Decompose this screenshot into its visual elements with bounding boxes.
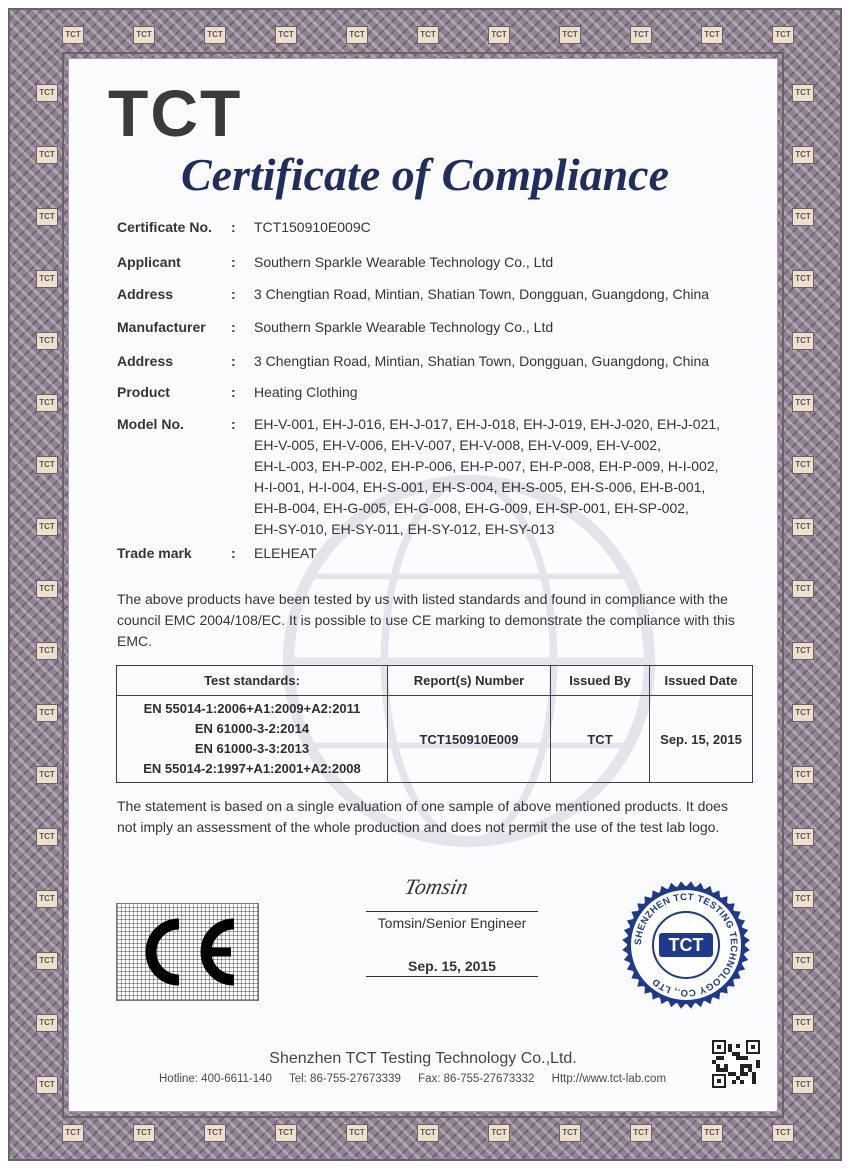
colon: :: [231, 254, 236, 270]
certificate-no-label: Certificate No.: [117, 219, 212, 235]
colon: :: [231, 286, 236, 302]
compliance-paragraph: [117, 589, 757, 652]
border-tile: TCT: [36, 270, 58, 288]
applicant-address-value: 3 Chengtian Road, Mintian, Shatian Town, Dongguan, Guangdong, China: [254, 286, 710, 302]
border-tile: TCT: [36, 952, 58, 970]
border-tile: TCT: [792, 1076, 814, 1094]
border-tile: TCT: [204, 26, 226, 44]
model-line: H-I-001, H-I-004, EH-S-001, EH-S-004, EH-S-005, EH-S-006, EH-B-001,: [254, 479, 706, 495]
date-rule: [366, 976, 538, 977]
border-tile: TCT: [792, 1014, 814, 1032]
certificate-no-value: TCT150910E009C: [254, 219, 371, 235]
border-tile: TCT: [36, 766, 58, 784]
border-tile: TCT: [559, 26, 581, 44]
certificate-title: Certificate of Compliance: [180, 149, 670, 200]
statement-paragraph: [117, 796, 757, 838]
colon: :: [231, 353, 236, 369]
colon: :: [231, 219, 236, 235]
standard-item: EN 55014-1:2006+A1:2009+A2:2011: [143, 701, 361, 716]
standard-item: EN 61000-3-2:2014: [194, 721, 310, 736]
border-tile: TCT: [36, 1014, 58, 1032]
border-tile: TCT: [772, 26, 794, 44]
border-tile: TCT: [772, 1124, 794, 1142]
report-number-cell: TCT150910E009: [388, 696, 551, 783]
model-line: EH-B-004, EH-G-005, EH-G-008, EH-G-009, EH-SP-001, EH-SP-002,: [254, 500, 689, 516]
ce-logo-icon: [117, 904, 258, 1000]
border-tile: TCT: [792, 84, 814, 102]
border-tile: TCT: [630, 26, 652, 44]
table-header-row: [117, 666, 753, 696]
border-tile: TCT: [36, 642, 58, 660]
header-issued-date: Issued Date: [650, 666, 753, 696]
border-tile: TCT: [792, 828, 814, 846]
footer-fax: Fax: 86-755-27673332: [418, 1073, 535, 1085]
border-tile: TCT: [488, 1124, 510, 1142]
border-tile: TCT: [36, 84, 58, 102]
colon: :: [231, 416, 236, 432]
signature-script: Tomsin: [402, 874, 471, 899]
border-tile: TCT: [792, 642, 814, 660]
border-tile: TCT: [792, 766, 814, 784]
border-tile: TCT: [133, 26, 155, 44]
header-report-number: Report(s) Number: [388, 666, 551, 696]
header-issued-by: Issued By: [551, 666, 650, 696]
border-tile: TCT: [792, 890, 814, 908]
colon: :: [231, 545, 236, 561]
company-seal: [621, 880, 751, 1010]
footer-hotline: Hotline: 400-6611-140: [159, 1073, 272, 1085]
border-tile: TCT: [559, 1124, 581, 1142]
manufacturer-label: Manufacturer: [117, 319, 206, 335]
border-tile: TCT: [701, 26, 723, 44]
border-tile: TCT: [630, 1124, 652, 1142]
border-tile: TCT: [36, 518, 58, 536]
colon: :: [231, 384, 236, 400]
product-label: Product: [117, 384, 170, 400]
trade-mark-value: ELEHEAT: [254, 545, 317, 561]
border-tile: TCT: [36, 890, 58, 908]
border-tile: TCT: [346, 1124, 368, 1142]
ce-mark: [116, 903, 259, 1001]
border-tile: TCT: [36, 1076, 58, 1094]
manufacturer-value: Southern Sparkle Wearable Technology Co., Ltd: [254, 319, 554, 335]
border-tile: TCT: [275, 1124, 297, 1142]
standards-table: [116, 665, 753, 783]
border-tile: TCT: [133, 1124, 155, 1142]
standards-cell: [117, 696, 388, 783]
product-value: Heating Clothing: [254, 384, 358, 400]
applicant-address-label: Address: [117, 286, 174, 302]
signer-title: Tomsin/Senior Engineer: [377, 915, 527, 931]
applicant-label: Applicant: [117, 254, 181, 270]
border-tile: TCT: [36, 332, 58, 350]
signature-rule: [366, 911, 538, 912]
standard-item: EN 61000-3-3:2013: [194, 741, 310, 756]
border-tile: TCT: [346, 26, 368, 44]
model-line: EH-V-001, EH-J-016, EH-J-017, EH-J-018, EH-J-019, EH-J-020, EH-J-021,: [254, 416, 721, 432]
border-tile: TCT: [36, 208, 58, 226]
header-test-standards: Test standards:: [117, 666, 388, 696]
border-tile: TCT: [417, 26, 439, 44]
border-tile: TCT: [792, 146, 814, 164]
border-tile: TCT: [701, 1124, 723, 1142]
model-no-label: Model No.: [117, 416, 184, 432]
border-tile: TCT: [792, 704, 814, 722]
statement-line: The statement is based on a single evaluation of one sample of above mentioned products. It does: [117, 798, 728, 814]
border-tile: TCT: [36, 456, 58, 474]
border-tile: TCT: [792, 208, 814, 226]
standard-item: EN 55014-2:1997+A1:2001+A2:2008: [143, 761, 361, 776]
border-tile: TCT: [275, 26, 297, 44]
tct-logo: TCT: [108, 76, 243, 150]
footer-tel: Tel: 86-755-27673339: [288, 1073, 401, 1085]
model-line: EH-L-003, EH-P-002, EH-P-006, EH-P-007, EH-P-008, EH-P-009, H-I-002,: [254, 458, 719, 474]
border-tile: TCT: [792, 952, 814, 970]
trade-mark-label: Trade mark: [117, 545, 192, 561]
statement-line: not imply an assessment of the whole production and does not permit the use of the test lab logo.: [117, 819, 720, 835]
border-tile: TCT: [792, 456, 814, 474]
model-line: EH-V-005, EH-V-006, EH-V-007, EH-V-008, EH-V-009, EH-V-002,: [254, 437, 661, 453]
qr-code: [712, 1040, 760, 1088]
table-row: [117, 696, 753, 783]
border-tile: TCT: [62, 1124, 84, 1142]
border-tile: TCT: [417, 1124, 439, 1142]
border-tile: TCT: [792, 394, 814, 412]
border-tile: TCT: [36, 704, 58, 722]
compliance-line: council EMC 2004/108/EC. It is possible to use CE marking to demonstrate the compliance with this: [117, 612, 735, 628]
border-tile: TCT: [792, 332, 814, 350]
manufacturer-address-value: 3 Chengtian Road, Mintian, Shatian Town, Dongguan, Guangdong, China: [254, 353, 710, 369]
signature-date: Sep. 15, 2015: [408, 958, 496, 974]
border-tile: TCT: [36, 828, 58, 846]
border-tile: TCT: [792, 270, 814, 288]
footer-company-name: Shenzhen TCT Testing Technology Co.,Ltd.: [269, 1050, 577, 1067]
issued-by-cell: TCT: [551, 696, 650, 783]
seal-ring-text: SHENZHEN TCT TESTING TECHNOLOGY CO., LTD: [632, 891, 740, 999]
border-tile: TCT: [488, 26, 510, 44]
manufacturer-address-label: Address: [117, 353, 174, 369]
border-tile: TCT: [62, 26, 84, 44]
border-tile: TCT: [792, 580, 814, 598]
footer-contact: [159, 1073, 680, 1085]
border-tile: TCT: [204, 1124, 226, 1142]
compliance-line: The above products have been tested by us with listed standards and found in compliance with the: [117, 591, 728, 607]
colon: :: [231, 319, 236, 335]
border-tile: TCT: [792, 518, 814, 536]
issued-date-cell: Sep. 15, 2015: [650, 696, 753, 783]
model-line: EH-SY-010, EH-SY-011, EH-SY-012, EH-SY-013: [254, 521, 555, 537]
applicant-value: Southern Sparkle Wearable Technology Co., Ltd: [254, 254, 554, 270]
seal-center-text: TCT: [668, 935, 704, 955]
border-tile: TCT: [36, 580, 58, 598]
compliance-line: EMC.: [117, 633, 152, 649]
border-tile: TCT: [36, 394, 58, 412]
footer-web: Http://www.tct-lab.com: [551, 1073, 667, 1085]
border-tile: TCT: [36, 146, 58, 164]
